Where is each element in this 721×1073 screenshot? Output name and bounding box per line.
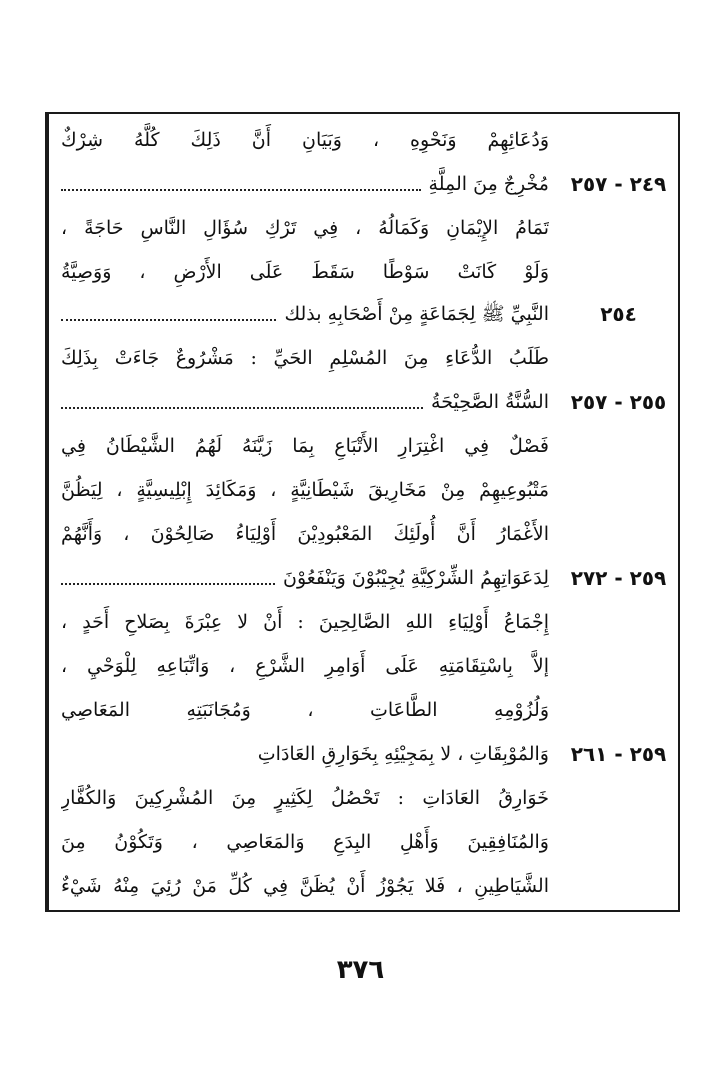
entry-line-text: السُّنَّةُ الصَّحِيْحَةُ: [431, 391, 549, 413]
entry-line: تَمَامُ الإِيْمَانِ وَكَمَالُهُ ، فِي تَرْكِ سُؤَالِ النَّاسِ حَاجَةً ،: [61, 217, 549, 239]
entry-line: طَلَبُ الدُّعَاءِ مِنَ المُسْلِمِ الحَيِّ : مَشْرُوعٌ جَاءَتْ بِذَلِكَ: [61, 347, 549, 369]
entry-line: وَالمُنَافِقِينَ وَأَهْلِ البِدَعِ وَالمَعَاصِي ، وَتَكُوْنُ مِنَ: [61, 831, 549, 853]
leader-dots: [61, 189, 421, 191]
entry-line: [61, 382, 549, 422]
page-ref: ٢٥٤: [600, 302, 637, 326]
entry-line: [61, 558, 549, 598]
entry-line: وَدُعَائِهِمْ وَنَحْوِهِ ، وَبَيَانِ أَنَّ ذَلِكَ كُلَّهُ شِرْكٌ: [61, 129, 549, 151]
page-number: ٣٧٦: [336, 955, 385, 985]
entry-line: خَوَارِقُ العَادَاتِ : تَحْصُلُ لِكَثِيرٍ مِنَ المُشْرِكِينَ وَالكُفَّارِ: [61, 787, 549, 809]
entry-line: إلاَّ بِاسْتِقَامَتِهِ عَلَى أَوَامِرِ الشَّرْعِ ، وَاتِّبَاعِهِ لِلْوَحْيِ ،: [61, 655, 549, 677]
page-ref: ٢٥٩ - ٢٦١: [570, 742, 667, 766]
entry-line: فَصْلٌ فِي اغْتِرَارِ الأَتْبَاعِ بِمَا زَيَّنَهُ لَهُمُ الشَّيْطَانُ فِي: [61, 435, 549, 457]
entry-line: [61, 164, 549, 204]
topic-column: [47, 114, 559, 910]
page-ref: ٢٤٩ - ٢٥٧: [570, 172, 667, 196]
leader-dots: [61, 319, 276, 321]
page-ref-column: [559, 114, 678, 910]
entry-line: وَلَوْ كَانَتْ سَوْطًا سَقَطَ عَلَى الأَرْضِ ، وَوَصِيَّةُ: [61, 261, 549, 283]
entry-line-text: لِدَعَوَاتِهِمُ الشِّرْكِيَّةِ يُجِيْبُوْنَ وَيَنْفَعُوْنَ: [283, 567, 549, 589]
entry-line: الأَغْمَارُ أَنَّ أُولَئِكَ المَعْبُودِيْنَ أَوْلِيَاءُ صَالِحُوْنَ ، وَأَنَّهُمْ: [61, 523, 549, 545]
entry-line: مَتْبُوعِيهِمْ مِنْ مَخَارِيقَ شَيْطَانِيَّةٍ ، وَمَكَائِدَ إِبْلِيسِيَّةٍ ، لِيَظُنَّ: [61, 479, 549, 501]
leader-dots: [61, 407, 423, 409]
page-ref: ٢٥٩ - ٢٧٢: [570, 566, 667, 590]
entry-line-text: النَّبِيِّ ﷺ لِجَمَاعَةٍ مِنْ أَصْحَابِهِ بذلك: [284, 303, 549, 325]
entry-line: إِجْمَاعُ أَوْلِيَاءِ اللهِ الصَّالِحِينَ : أَنْ لا عِبْرَةَ بِصَلاحِ أَحَدٍ ،: [61, 611, 549, 633]
entry-line: وَلُزُوْمِهِ الطَّاعَاتِ ، وَمُجَانَبَتِهِ المَعَاصِي: [61, 699, 549, 721]
entry-line-text: وَالمُوْبِقَاتِ ، لا بِمَجِيْئِهِ بِخَوَارِقِ العَادَاتِ: [257, 743, 549, 765]
entry-line: [61, 294, 549, 334]
entry-line-text: مُخْرِجٌ مِنَ المِلَّةِ: [428, 173, 549, 195]
entry-line: [61, 734, 549, 774]
index-table: [45, 112, 680, 912]
page-ref: ٢٥٥ - ٢٥٧: [570, 390, 667, 414]
leader-dots: [61, 583, 275, 585]
entry-line: الشَّيَاطِينِ ، فَلا يَجُوْزُ أَنْ يُظَنَّ فِي كُلِّ مَنْ رُئِيَ مِنْهُ شَيْءٌ: [61, 875, 549, 897]
